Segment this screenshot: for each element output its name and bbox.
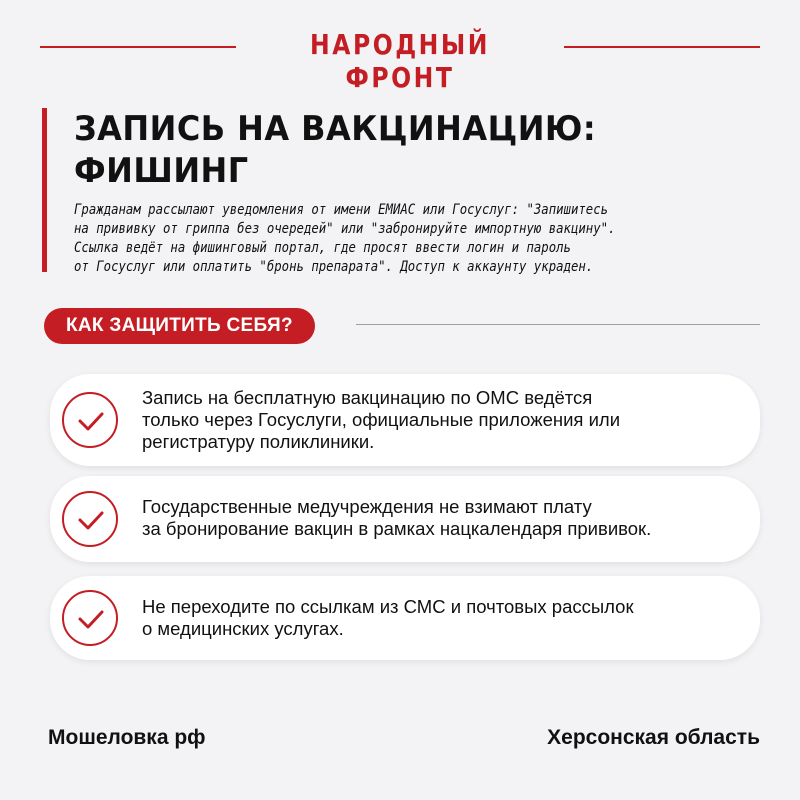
footer-left-label: Мошеловка рф <box>48 726 206 749</box>
tip-card <box>50 374 760 466</box>
header-rule-right <box>564 46 760 48</box>
footer-region-label: Херсонская область <box>547 726 760 749</box>
check-icon <box>62 392 118 448</box>
header <box>0 22 800 94</box>
page-title <box>74 108 596 192</box>
tip-text: Запись на бесплатную вакцинацию по ОМС ведётся только через Госуслуги, официальные приложения или регистратуру поликлиники. <box>142 387 621 452</box>
lead-block <box>42 108 762 275</box>
check-icon <box>62 491 118 547</box>
title-line-2: ФИШИНГ <box>74 151 249 191</box>
header-rule-left <box>40 46 236 48</box>
brand-title: НАРОДНЫЙ ФРОНТ <box>310 28 490 94</box>
check-icon <box>62 590 118 646</box>
tip-text: Государственные медучреждения не взимают плату за бронирование вакцин в рамках нацкалендаря прививок. <box>142 496 652 539</box>
tip-card <box>50 576 760 660</box>
section-header <box>44 308 760 344</box>
title-line-1: ЗАПИСЬ НА ВАКЦИНАЦИЮ: <box>74 109 597 149</box>
tip-card <box>50 476 760 562</box>
section-rule <box>356 324 760 325</box>
description: Гражданам рассылают уведомления от имени ЕМИАС или Госуслуг: "Запишитесь на прививку от гриппа без очередей" или "забронируйте импортную вакцину". Ссылка ведёт на фишинговый портал, где просят ввести логин и пароль от Госуслуг или оплатить "бронь препарата". Доступ к аккаунту украден. <box>74 202 616 275</box>
section-label: КАК ЗАЩИТИТЬ СЕБЯ? <box>44 308 315 344</box>
tip-text: Не переходите по ссылкам из СМС и почтовых рассылок о медицинских услугах. <box>142 596 634 639</box>
accent-bar <box>42 108 47 272</box>
